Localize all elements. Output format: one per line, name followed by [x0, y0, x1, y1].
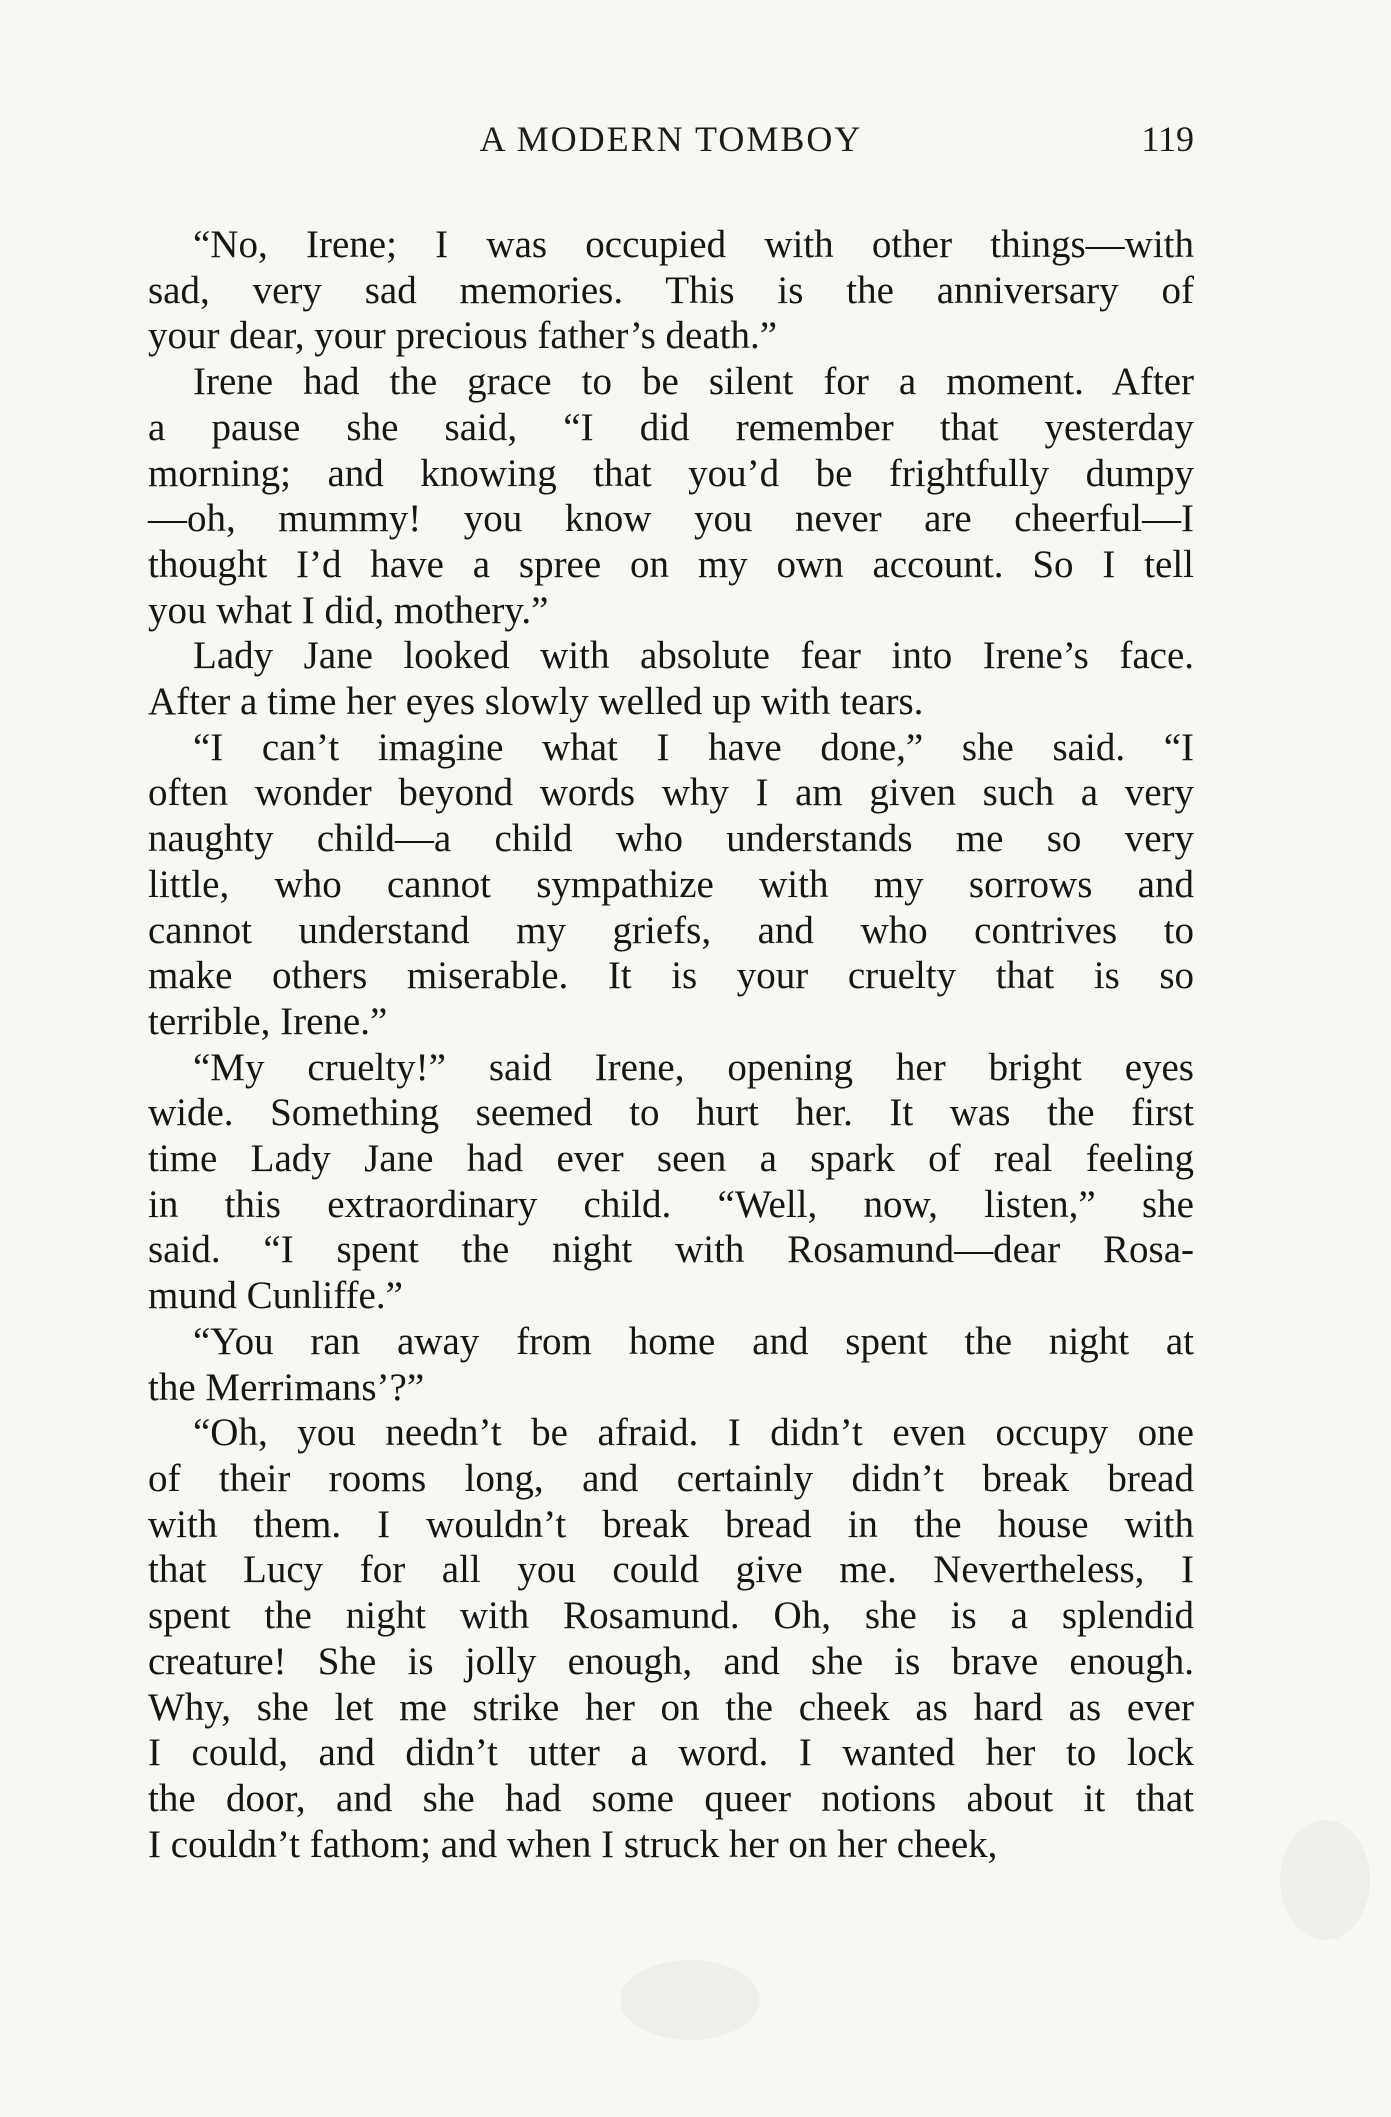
text-line: mund Cunliffe.” — [148, 1274, 403, 1318]
paragraph — [148, 1410, 1194, 1867]
text-line: of their rooms long, and certainly didn’t break bread — [148, 1456, 1194, 1500]
text-line: sad, very sad memories. This is the anniversary of — [148, 268, 1194, 312]
text-line: you what I did, mothery.” — [148, 588, 549, 632]
text-line: I could, and didn’t utter a word. I wanted her to lock — [148, 1731, 1194, 1775]
text-line: “My cruelty!” said Irene, opening her bright eyes — [193, 1045, 1194, 1089]
text-line: “No, Irene; I was occupied with other things—with — [193, 223, 1194, 266]
text-line: a pause she said, “I did remember that yesterday — [148, 405, 1194, 449]
text-line: the Merrimans’?” — [148, 1365, 425, 1409]
text-line: Irene had the grace to be silent for a moment. After — [193, 360, 1194, 404]
text-line: cannot understand my griefs, and who contrives to — [148, 908, 1194, 952]
text-line: make others miserable. It is your cruelty that is so — [148, 954, 1194, 998]
paper-speckle — [1280, 1820, 1370, 1940]
paragraph — [148, 1319, 1194, 1410]
text-line: I couldn’t fathom; and when I struck her on her cheek, — [148, 1822, 998, 1866]
text-line: naughty child—a child who understands me so very — [148, 817, 1194, 861]
paragraph — [148, 633, 1194, 724]
text-line: morning; and knowing that you’d be frightfully dumpy — [148, 451, 1194, 495]
page-number: 119 — [1141, 119, 1194, 159]
paper-speckle — [620, 1960, 760, 2040]
text-line: your dear, your precious father’s death.” — [148, 314, 778, 358]
text-line: —oh, mummy! you know you never are cheerful—I — [148, 497, 1194, 541]
text-line: in this extraordinary child. “Well, now, listen,” she — [148, 1182, 1194, 1226]
text-line: “Oh, you needn’t be afraid. I didn’t even occupy one — [193, 1411, 1194, 1455]
text-line: “You ran away from home and spent the night at — [193, 1319, 1194, 1363]
text-line: said. “I spent the night with Rosamund—dear Rosa- — [148, 1228, 1194, 1272]
text-line: terrible, Irene.” — [148, 999, 388, 1043]
text-line: “I can’t imagine what I have done,” she said. “I — [193, 725, 1194, 769]
paragraph — [148, 1045, 1194, 1319]
text-line: the door, and she had some queer notions about it that — [148, 1776, 1194, 1820]
text-line: thought I’d have a spree on my own account. So I tell — [148, 542, 1194, 586]
running-title: A MODERN TOMBOY — [479, 119, 863, 159]
paragraph — [148, 222, 1194, 359]
text-line: that Lucy for all you could give me. Nevertheless, I — [148, 1548, 1194, 1592]
text-line: spent the night with Rosamund. Oh, she is a splendid — [148, 1594, 1194, 1638]
text-line: Lady Jane looked with absolute fear into Irene’s face. — [193, 634, 1194, 678]
text-line: little, who cannot sympathize with my sorrows and — [148, 862, 1194, 906]
body-text — [148, 222, 1194, 1867]
text-line: creature! She is jolly enough, and she is brave enough. — [148, 1639, 1194, 1683]
text-line: often wonder beyond words why I am given such a very — [148, 771, 1194, 815]
paragraph — [148, 725, 1194, 1045]
paragraph — [148, 359, 1194, 633]
text-line: with them. I wouldn’t break bread in the house with — [148, 1502, 1194, 1546]
text-line: After a time her eyes slowly welled up with tears. — [148, 680, 924, 724]
running-head — [148, 118, 1194, 170]
text-line: Why, she let me strike her on the cheek as hard as ever — [148, 1685, 1194, 1729]
text-line: time Lady Jane had ever seen a spark of real feeling — [148, 1137, 1194, 1181]
text-line: wide. Something seemed to hurt her. It was the first — [148, 1091, 1194, 1135]
